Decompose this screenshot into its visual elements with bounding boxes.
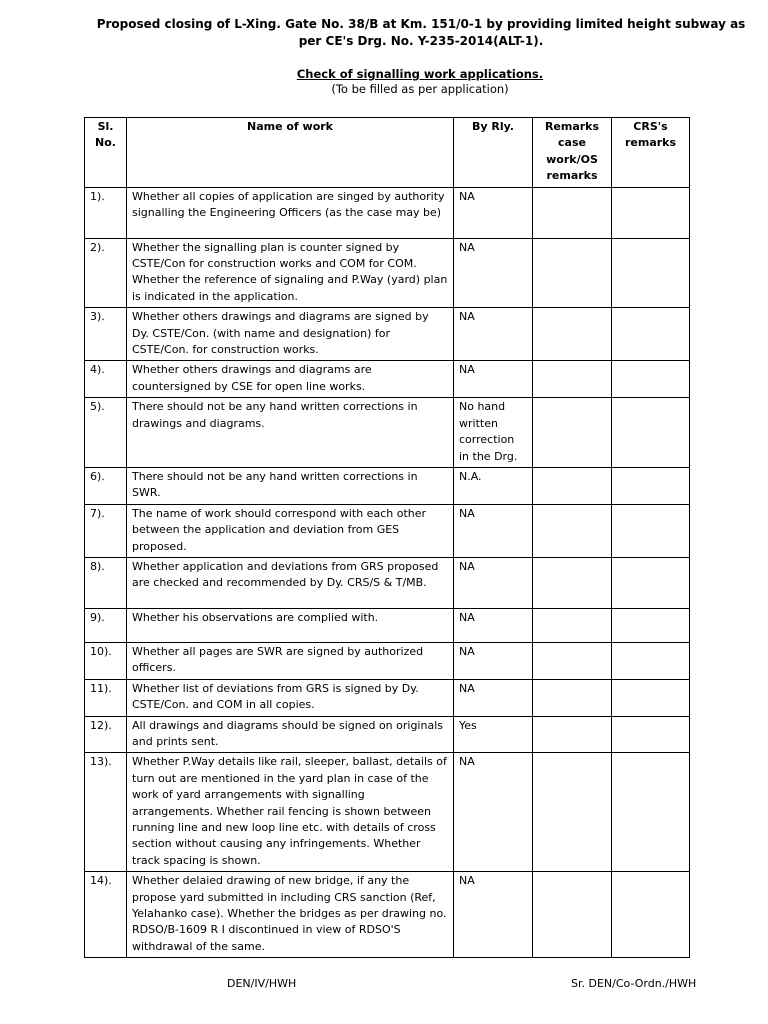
table-row (85, 608, 690, 642)
section-heading: Check of signalling work applications. (296, 67, 544, 81)
by-rly-cell: NA (454, 308, 533, 361)
column-header-remarks: Remarks case work/OS remarks (533, 118, 612, 188)
crs-remarks-cell (612, 398, 690, 468)
crs-remarks-cell (612, 679, 690, 716)
remarks-cell (533, 608, 612, 642)
crs-remarks-cell (612, 608, 690, 642)
name-of-work-cell: Whether his observations are complied with. (127, 608, 454, 642)
name-of-work-cell: There should not be any hand written corrections in drawings and diagrams. (127, 398, 454, 468)
by-rly-cell: NA (454, 642, 533, 679)
crs-remarks-cell (612, 238, 690, 308)
crs-remarks-cell (612, 753, 690, 872)
name-of-work-cell: Whether list of deviations from GRS is signed by Dy. CSTE/Con. and COM in all copies. (127, 679, 454, 716)
remarks-cell (533, 557, 612, 608)
sl-no-cell: 10). (85, 642, 127, 679)
column-header-name-of-work: Name of work (127, 118, 454, 188)
crs-remarks-cell (612, 716, 690, 753)
crs-remarks-cell (612, 308, 690, 361)
table-row (85, 238, 690, 308)
footer-signatory-right: Sr. DEN/Co-Ordn./HWH (571, 977, 697, 990)
crs-remarks-cell (612, 361, 690, 398)
column-header-by-rly: By Rly. (454, 118, 533, 188)
crs-remarks-cell (612, 872, 690, 958)
sl-no-cell: 13). (85, 753, 127, 872)
table-row (85, 308, 690, 361)
table-row (85, 398, 690, 468)
by-rly-cell: NA (454, 361, 533, 398)
crs-remarks-cell (612, 557, 690, 608)
by-rly-cell: NA (454, 679, 533, 716)
sl-no-cell: 5). (85, 398, 127, 468)
name-of-work-cell: Whether others drawings and diagrams are countersigned by CSE for open line works. (127, 361, 454, 398)
table-row (85, 361, 690, 398)
table-row (85, 467, 690, 504)
table-row (85, 716, 690, 753)
remarks-cell (533, 872, 612, 958)
remarks-cell (533, 398, 612, 468)
remarks-cell (533, 361, 612, 398)
by-rly-cell: NA (454, 608, 533, 642)
table-row (85, 753, 690, 872)
sl-no-cell: 6). (85, 467, 127, 504)
table-row (85, 679, 690, 716)
name-of-work-cell: All drawings and diagrams should be signed on originals and prints sent. (127, 716, 454, 753)
section-note: (To be filled as per application) (331, 82, 509, 96)
sl-no-cell: 1). (85, 187, 127, 238)
remarks-cell (533, 753, 612, 872)
by-rly-cell: NA (454, 187, 533, 238)
sl-no-cell: 7). (85, 504, 127, 557)
table-row (85, 642, 690, 679)
remarks-cell (533, 187, 612, 238)
column-header-sl-no: Sl. No. (85, 118, 127, 188)
sl-no-cell: 8). (85, 557, 127, 608)
sl-no-cell: 4). (85, 361, 127, 398)
document-title: Proposed closing of L-Xing. Gate No. 38/B at Km. 151/0-1 by providing limited height subway as per CE's Drg. No. Y-235-2014(ALT-1). (96, 17, 746, 48)
table-row (85, 872, 690, 958)
by-rly-cell: NA (454, 872, 533, 958)
by-rly-cell: N.A. (454, 467, 533, 504)
name-of-work-cell: Whether all copies of application are singed by authority signalling the Engineering Officers (as the case may be) (127, 187, 454, 238)
by-rly-cell: Yes (454, 716, 533, 753)
sl-no-cell: 2). (85, 238, 127, 308)
name-of-work-cell: Whether delaied drawing of new bridge, if any the propose yard submitted in including CRS sanction (Ref, Yelahanko case). Whether the bridges as per drawing no. RDSO/B-1609 R I discontinued in view of RDSO'S withdrawal of the same. (127, 872, 454, 958)
name-of-work-cell: The name of work should correspond with each other between the application and deviation from GES proposed. (127, 504, 454, 557)
remarks-cell (533, 308, 612, 361)
sl-no-cell: 9). (85, 608, 127, 642)
name-of-work-cell: Whether others drawings and diagrams are signed by Dy. CSTE/Con. (with name and designation) for CSTE/Con. for construction works. (127, 308, 454, 361)
name-of-work-cell: Whether P.Way details like rail, sleeper, ballast, details of turn out are mentioned in the yard plan in case of the work of yard arrangements with signalling arrangements. Whether rail fencing is shown between running line and new loop line etc. with details of cross section without causing any infringements. Whether track spacing is shown. (127, 753, 454, 872)
by-rly-cell: NA (454, 753, 533, 872)
crs-remarks-cell (612, 187, 690, 238)
sl-no-cell: 12). (85, 716, 127, 753)
column-header-crs-remarks: CRS's remarks (612, 118, 690, 188)
remarks-cell (533, 238, 612, 308)
table-row (85, 557, 690, 608)
sl-no-cell: 14). (85, 872, 127, 958)
sl-no-cell: 11). (85, 679, 127, 716)
name-of-work-cell: Whether all pages are SWR are signed by authorized officers. (127, 642, 454, 679)
crs-remarks-cell (612, 504, 690, 557)
by-rly-cell: NA (454, 557, 533, 608)
remarks-cell (533, 467, 612, 504)
checklist-table (84, 117, 690, 958)
remarks-cell (533, 679, 612, 716)
by-rly-cell: NA (454, 504, 533, 557)
remarks-cell (533, 504, 612, 557)
name-of-work-cell: Whether application and deviations from GRS proposed are checked and recommended by Dy. CRS/S & T/MB. (127, 557, 454, 608)
table-row (85, 187, 690, 238)
crs-remarks-cell (612, 467, 690, 504)
table-header-row (85, 118, 690, 188)
name-of-work-cell: Whether the signalling plan is counter signed by CSTE/Con for construction works and COM for COM. Whether the reference of signaling and P.Way (yard) plan is indicated in the application. (127, 238, 454, 308)
crs-remarks-cell (612, 642, 690, 679)
remarks-cell (533, 642, 612, 679)
table-row (85, 504, 690, 557)
name-of-work-cell: There should not be any hand written corrections in SWR. (127, 467, 454, 504)
remarks-cell (533, 716, 612, 753)
by-rly-cell: NA (454, 238, 533, 308)
footer-signatory-left: DEN/IV/HWH (227, 977, 297, 990)
by-rly-cell: No hand written correction in the Drg. (454, 398, 533, 468)
sl-no-cell: 3). (85, 308, 127, 361)
